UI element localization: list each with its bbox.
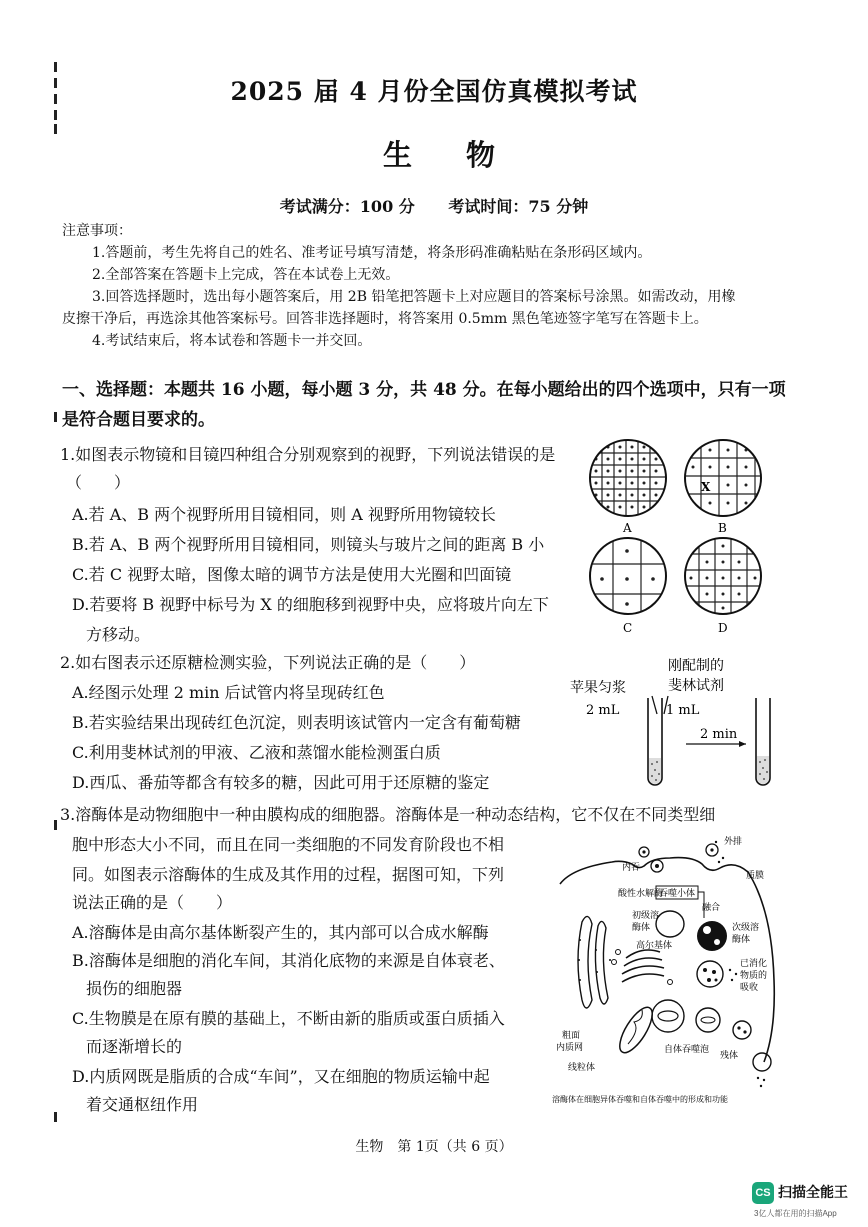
notice-item: 3.回答选择题时，选出每小题答案后，用 2B 铅笔把答题卡上对应题目的答案标号涂黑。如需改动，用橡 [92,289,736,305]
full-score: 考试满分：100 分 [279,197,415,216]
binding-mark [54,1112,57,1122]
golgi-apparatus [622,950,664,982]
time-label: 2 min [700,727,738,742]
cs-logo-icon: CS [752,1182,774,1204]
notice-item: 1.答题前，考生先将自己的姓名、准考证号填写清楚，将条形码准确粘贴在条形码区域内。 [92,245,652,261]
notice-item: 2.全部答案在答题卡上完成，答在本试卷上无效。 [92,267,400,283]
exam-title: 2025 届 4 月份全国仿真模拟考试 [230,77,638,106]
cell-x-label: X [701,480,711,494]
q3-option-d-cont: 着交通枢纽作用 [86,1095,199,1114]
label-primary-lysosome-2: 酶体 [632,923,651,933]
label-plasma-membrane: 质膜 [746,871,765,881]
q3-stem-line4: 说法正确的是（ ） [72,893,233,912]
apple-volume: 2 mL [586,703,620,718]
label-phagosome: 吞噬小体 [659,889,696,899]
mitochondrion [614,1003,659,1058]
apple-label: 苹果匀浆 [570,680,626,696]
q1-option-b: B.若 A、B 两个视野所用目镜相同，则镜头与玻片之间的距离 B 小 [72,535,545,554]
label-absorbed-1: 已消化 [740,959,768,969]
q3-stem-line1: 3.溶酶体是动物细胞中一种由膜构成的细胞器。溶酶体是一种动态结构，它不仅在不同类型细 [60,805,716,824]
digesting-lysosome [697,961,723,987]
autophagosome [696,1008,720,1032]
label-autophagosome: 自体吞噬泡 [664,1045,710,1055]
mitochondrion-in-vesicle [652,1000,684,1032]
fehling-label-line2: 斐林试剂 [668,678,724,694]
fehling-label-line1: 刚配制的 [668,658,724,674]
q2-option-b: B.若实验结果出现砖红色沉淀，则表明该试管内一定含有葡萄糖 [72,713,521,732]
fehling-volume: 1 mL [666,703,700,718]
binding-mark [54,62,57,72]
label-absorbed-2: 物质的 [740,971,768,981]
q1-option-a: A.若 A、B 两个视野所用目镜相同，则 A 视野所用物镜较长 [72,505,496,524]
microscope-fields-figure [585,436,775,642]
primary-lysosome [656,911,684,937]
notice-heading: 注意事项： [62,223,132,239]
q1-option-d: D.若要将 B 视野中标号为 X 的细胞移到视野中央，应将玻片向左下 [72,595,549,614]
label-endocytosis: 内吞 [622,863,641,873]
scanner-watermark [752,1180,856,1222]
field-a [590,440,666,516]
field-label-a: A [623,521,632,535]
q2-stem: 2.如右图表示还原糖检测实验，下列说法正确的是（ ） [60,653,476,672]
label-absorbed-3: 吸收 [740,983,759,993]
q3-option-b-cont: 损伤的细胞器 [86,979,183,998]
label-mitochondrion: 线粒体 [568,1063,596,1073]
q3-option-c: C.生物膜是在原有膜的基础上，不断由新的脂质或蛋白质插入 [72,1009,505,1028]
notice-item: 4.考试结束后，将本试卷和答题卡一并交回。 [92,333,372,349]
section-heading-cont: 是符合题目要求的。 [62,410,215,430]
q3-option-a: A.溶酶体是由高尔基体断裂产生的，其内部可以合成水解酶 [72,923,489,942]
page-footer: 生物 第 1页（共 6 页） [355,1139,513,1155]
field-d [685,538,761,614]
label-residual-body: 残体 [720,1051,739,1061]
label-exocytosis: 外排 [724,837,743,847]
binding-mark [54,110,57,120]
test-tube-before [648,698,662,785]
q2-option-d: D.西瓜、番茄等都含有较多的糖，因此可用于还原糖的鉴定 [72,773,490,792]
binding-mark [54,412,57,422]
subject-title: 生 物 [382,138,518,172]
q1-option-d-cont: 方移动。 [86,625,151,644]
label-rough-er-1: 粗面 [562,1031,581,1041]
field-label-b: B [718,521,727,535]
test-tube-after [756,698,770,785]
reducing-sugar-figure [560,652,790,792]
lysosome-diagram [552,830,784,1108]
secondary-lysosome [697,921,727,951]
apple-dropper-arrow [652,696,657,714]
section-heading: 一、选择题：本题共 16 小题，每小题 3 分，共 48 分。在每小题给出的四个选项中，只有一项 [62,380,786,400]
exam-info [0,194,868,217]
notice-item: 皮擦干净后，再选涂其他答案标号。回答非选择题时，将答案用 0.5mm 黑色笔迹签字笔写在答题卡上。 [62,311,708,327]
diagram-caption: 溶酶体在细胞异体吞噬和自体吞噬中的形成和功能 [552,1095,728,1104]
label-rough-er-2: 内质网 [556,1043,584,1053]
q1-option-c: C.若 C 视野太暗，图像太暗的调节方法是使用大光圈和凹面镜 [72,565,512,584]
scanner-tagline: 3亿人都在用的扫描App [754,1209,837,1218]
q3-stem-line3: 同。如图表示溶酶体的生成及其作用的过程，据图可知，下列 [72,865,505,884]
label-secondary-lysosome-2: 酶体 [732,935,751,945]
q1-stem: 1.如图表示物镜和目镜四种组合分别观察到的视野，下列说法错误的是 [60,445,556,464]
field-label-d: D [718,621,728,635]
q1-answer-paren: （ ） [66,473,131,492]
label-secondary-lysosome-1: 次级溶 [732,923,760,933]
q2-option-a: A.经图示处理 2 min 后试管内将呈现砖红色 [72,683,385,702]
q3-option-b: B.溶酶体是细胞的消化车间，其消化底物的来源是自体衰老、 [72,951,505,970]
field-c [590,538,666,614]
field-b [685,440,761,516]
label-acid-hydrolase: 酸性水解酶 [618,889,664,899]
q3-stem-line2: 胞中形态大小不同，而且在同一类细胞的不同发育阶段也不相 [72,835,505,854]
binding-mark [54,820,57,830]
field-label-c: C [623,621,633,635]
residual-body [733,1021,751,1039]
label-primary-lysosome-1: 初级溶 [632,911,660,921]
q3-option-c-cont: 而逐渐增长的 [86,1037,183,1056]
label-golgi: 高尔基体 [636,941,673,951]
exam-duration: 考试时间：75 分钟 [448,197,589,216]
q2-option-c: C.利用斐林试剂的甲液、乙液和蒸馏水能检测蛋白质 [72,743,441,762]
q3-option-d: D.内质网既是脂质的合成“车间”，又在细胞的物质运输中起 [72,1067,490,1086]
label-fusion: 融合 [702,903,721,913]
rough-er [578,916,608,1008]
scanner-brand: 扫描全能王 [778,1184,848,1200]
